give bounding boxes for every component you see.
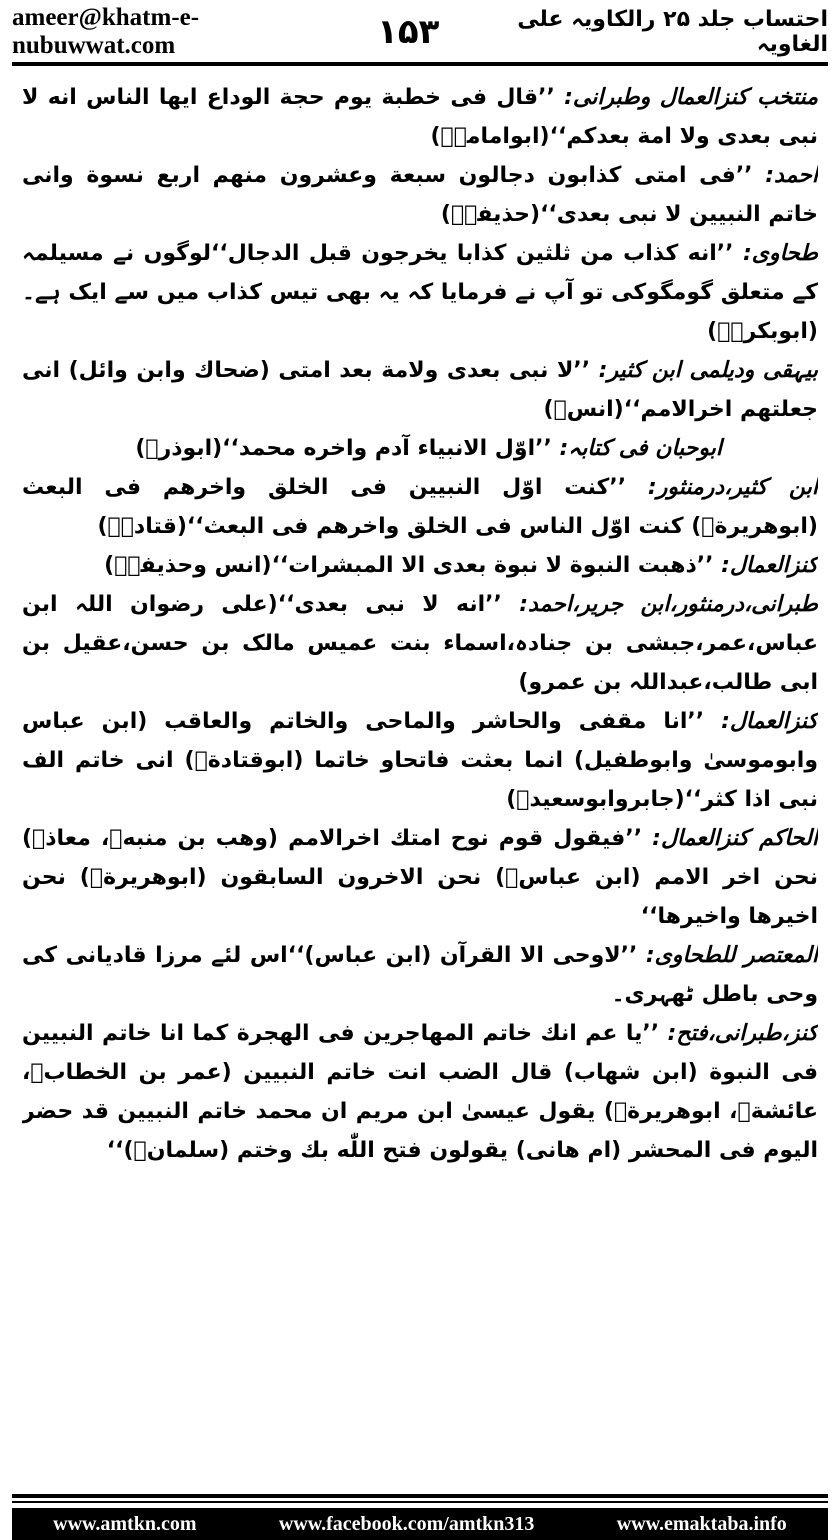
entry-2 bbox=[22, 156, 818, 234]
page-content bbox=[22, 78, 818, 1428]
entry-text: ’’ذهبت النبوة لا نبوة بعدی الا المبشرات‘‘(انس وحذیفہؓ) bbox=[104, 553, 722, 578]
page-number: ۱۵۳ bbox=[377, 12, 440, 52]
header-rule bbox=[12, 62, 828, 66]
entry-source: احمد: bbox=[765, 163, 818, 188]
entry-source: طبرانی،درمنثور،ابن جریر،احمد: bbox=[519, 592, 818, 617]
entry-1 bbox=[22, 78, 818, 156]
entry-10 bbox=[22, 819, 818, 936]
entry-source: الحاکم کنزالعمال: bbox=[652, 826, 818, 851]
header-left bbox=[12, 4, 439, 60]
entry-source: بیہقی ودیلمی ابن کثیر: bbox=[598, 358, 818, 383]
footer-rule-bottom bbox=[12, 1501, 828, 1503]
entry-source: کنز،طبرانی،فتح: bbox=[667, 1021, 818, 1046]
entry-text: ’’انه لا نبی بعدی‘‘(علی رضوان اللہ ابن عباس،عمر،جبشی بن جنادہ،اسماء بنت عمیس مالک بن حسن،عقیل بن ابی طالب،عبداللہ بن عمرو) bbox=[22, 592, 818, 695]
entry-source: المعتصر للطحاوی: bbox=[645, 943, 818, 968]
entry-text: ’’کنت اوّل النبیین فی الخلق واخرهم فی البعث (ابوهریرةؓ) کنت اوّل الناس فی الخلق واخرهم فی البعث‘‘(قتادہؓ) bbox=[22, 475, 818, 539]
entry-7 bbox=[22, 546, 818, 585]
entry-source: کنزالعمال: bbox=[721, 553, 818, 578]
entry-source: منتخب کنزالعمال وطبرانی: bbox=[564, 85, 818, 110]
entry-text: ’’فیقول قوم نوح امتك اخرالامم (وهب بن منبهؓ، معاذؓ) نحن اخر الامم (ابن عباسؓ) نحن الاخرون السابقون (ابوهریرةؓ) نحن اخیرها واخیرها‘‘ bbox=[22, 826, 818, 929]
footer-rule-top bbox=[12, 1494, 828, 1498]
running-title: احتساب جلد ۲۵ رالکاویہ علی الغاویہ bbox=[517, 7, 828, 57]
entry-6 bbox=[22, 468, 818, 546]
page-header bbox=[12, 0, 828, 64]
footer-link-facebook[interactable]: www.facebook.com/amtkn313 bbox=[278, 1512, 535, 1535]
entry-text: ’’لاوحی الا القرآن (ابن عباس)‘‘اس لئے مرزا قادیانی کی وحی باطل ٹھہری۔ bbox=[22, 943, 818, 1007]
entry-4 bbox=[22, 351, 818, 429]
entry-3 bbox=[22, 234, 818, 351]
footer-link-amtkn[interactable]: www.amtkn.com bbox=[53, 1512, 197, 1535]
entry-11 bbox=[22, 936, 818, 1014]
entry-source: طحاوی: bbox=[742, 241, 818, 266]
entry-source: کنزالعمال: bbox=[721, 709, 818, 734]
entry-text: ’’قال فی خطبة یوم حجة الوداع ایها الناس انه لا نبی بعدی ولا امة بعدکم‘‘(ابوامامہؓ) bbox=[22, 85, 818, 149]
entry-text: ’’فی امتی کذابون دجالون سبعة وعشرون منهم اربع نسوة وانی خاتم النبیین لا نبی بعدی‘‘(حذیفہؓ) bbox=[22, 163, 818, 227]
entry-8 bbox=[22, 585, 818, 702]
entry-source: ابن کثیر،درمنثور: bbox=[647, 475, 818, 500]
entry-5 bbox=[22, 429, 818, 468]
entry-text: ’’انا مقفی والحاشر والماحی والخاتم والعاقب (ابن عباس وابوموسیٰ وابوطفیل) انما بعثت فاتحاو خاتما (ابوقتادةؓ) انی خاتم الف نبی اذا کثر‘‘(جابروابوسعیدؓ) bbox=[22, 709, 818, 812]
entry-text: ’’لا نبی بعدی ولامة بعد امتی (ضحاك وابن وائل) انی جعلتهم اخرالامم‘‘(انسؓ) bbox=[22, 358, 818, 422]
entry-9 bbox=[22, 702, 818, 819]
header-email: ameer@khatm-e-nubuwwat.com bbox=[12, 4, 200, 59]
entry-text: ’’انه کذاب من ثلثین کذابا یخرجون قبل الدجال‘‘لوگوں نے مسیلمہ کے متعلق گومگوکی تو آپ نے فرمایا کہ یہ بھی تیس کذاب میں سے ایک ہے۔(ابوبکرہؓ) bbox=[22, 241, 818, 344]
footer-links bbox=[12, 1508, 828, 1540]
entry-source: ابوحبان فی کتابہ: bbox=[559, 436, 722, 461]
entry-12 bbox=[22, 1014, 818, 1170]
entry-text: ’’اوّل الانبیاء آدم واخره محمد‘‘(ابوذرؓ) bbox=[135, 436, 560, 461]
entry-text: ’’یا عم انك خاتم المهاجرین فی الهجرة کما انا خاتم النبیین فی النبوة (ابن شهاب) قال الضب انت خاتم النبیین (عمر بن الخطابؓ، عائشةؓ، ابوهریرةؓ) یقول عیسیٰ ابن مریم ان محمد خاتم النبیین قد حضر الیوم فی المحشر (ام هانی) یقولون فتح اللّٰه بك وختم (سلمانؓ)‘‘ bbox=[22, 1021, 818, 1163]
footer-link-emaktaba[interactable]: www.emaktaba.info bbox=[616, 1512, 787, 1535]
